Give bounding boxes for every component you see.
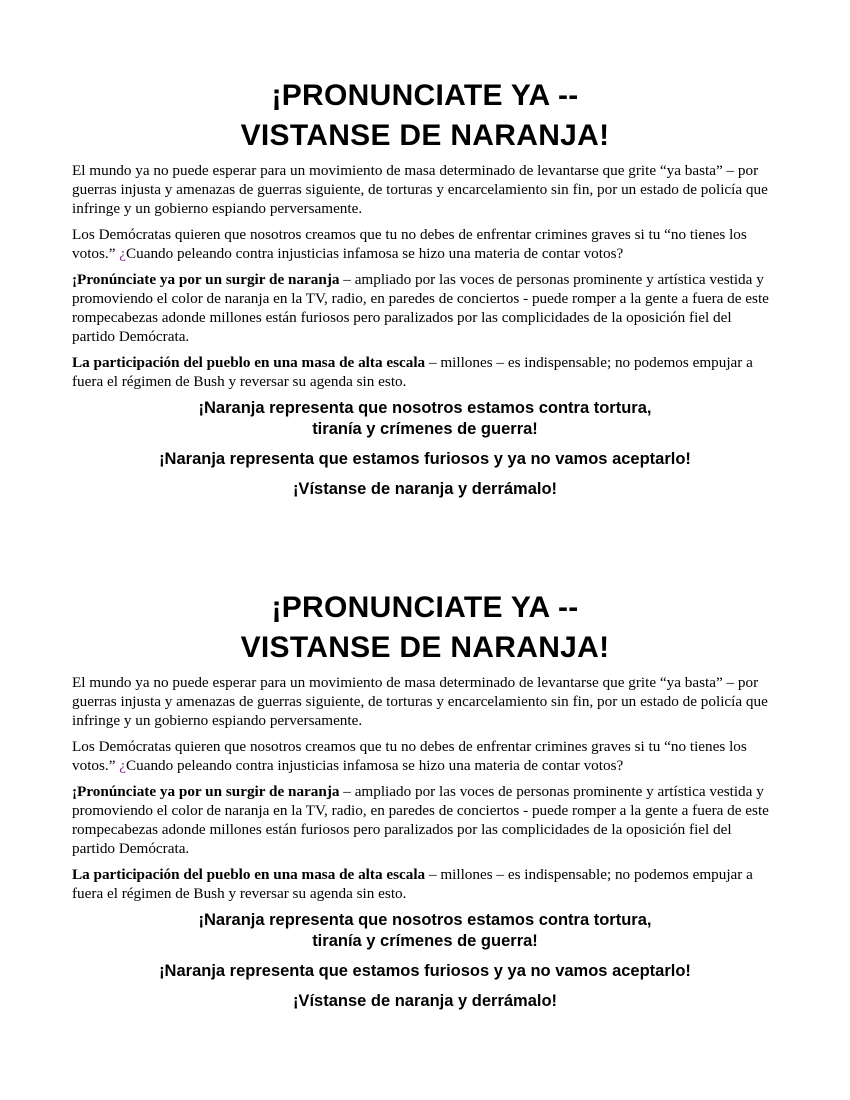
paragraph-2-rest: Cuando peleando contra injusticias infamosa se hizo una materia de contar votos? — [126, 757, 624, 774]
paragraph-3 — [72, 782, 778, 858]
title-line-2: VISTANSE DE NARANJA! — [240, 631, 610, 664]
paragraph-2-rest: Cuando peleando contra injusticias infamosa se hizo una materia de contar votos? — [126, 245, 624, 262]
slogan-2: ¡Naranja representa que estamos furiosos y ya no vamos aceptarlo! — [159, 962, 691, 980]
slogan-3: ¡Vístanse de naranja y derrámalo! — [292, 480, 558, 498]
slogan-1-line-1: ¡Naranja representa que nosotros estamos contra tortura, — [198, 911, 652, 929]
flyer-title — [72, 588, 778, 668]
paragraph-4-bold: La participación del pueblo en una masa de alta escala — [72, 354, 426, 371]
paragraph-3-bold: ¡Pronúnciate ya por un surgir de naranja — [72, 783, 340, 800]
flyer-bottom — [72, 588, 778, 1021]
paragraph-4 — [72, 353, 778, 391]
slogans — [72, 398, 778, 500]
paragraph-1: El mundo ya no puede esperar para un movimiento de masa determinado de levantarse que grite “ya basta” – por guerras injusta y amenazas de guerras siguiente, de torturas y encarcelamiento sin fin, por un estado de policía que infringe y un gobierno espiando perversamente. — [72, 162, 768, 217]
slogans — [72, 910, 778, 1012]
paragraph-1: El mundo ya no puede esperar para un movimiento de masa determinado de levantarse que grite “ya basta” – por guerras injusta y amenazas de guerras siguiente, de torturas y encarcelamiento sin fin, por un estado de policía que infringe y un gobierno espiando perversamente. — [72, 674, 768, 729]
paragraph-2-text: Los Demócratas quieren que nosotros creamos que tu no debes de enfrentar crimines graves si tu “no tienes los votos.” — [72, 226, 747, 262]
title-line-1: ¡PRONUNCIATE YA -- — [271, 591, 579, 624]
inverted-question-mark: ¿ — [119, 245, 126, 262]
slogan-1 — [72, 910, 778, 952]
paragraph-3-rest: – ampliado por las voces de personas prominente y artística vestida y promoviendo el color de naranja en la TV, radio, en paredes de conciertos - puede romper a la gente a fuera de este rompecabezas adonde millones están furiosos pero paralizados por las complicidades de la oposición fiel del partido Demócrata. — [72, 271, 769, 345]
slogan-1-line-2: tiranía y crímenes de guerra! — [312, 420, 538, 438]
slogan-1 — [72, 398, 778, 440]
paragraph-3-rest: – ampliado por las voces de personas prominente y artística vestida y promoviendo el color de naranja en la TV, radio, en paredes de conciertos - puede romper a la gente a fuera de este rompecabezas adonde millones están furiosos pero paralizados por las complicidades de la oposición fiel del partido Demócrata. — [72, 783, 769, 857]
paragraph-3 — [72, 270, 778, 346]
slogan-1-line-1: ¡Naranja representa que nosotros estamos contra tortura, — [198, 399, 652, 417]
slogan-3: ¡Vístanse de naranja y derrámalo! — [292, 992, 558, 1010]
inverted-question-mark: ¿ — [119, 757, 126, 774]
paragraph-2 — [72, 737, 778, 775]
slogan-2: ¡Naranja representa que estamos furiosos y ya no vamos aceptarlo! — [159, 450, 691, 468]
paragraph-4 — [72, 865, 778, 903]
paragraph-4-bold: La participación del pueblo en una masa de alta escala — [72, 866, 426, 883]
paragraph-4-rest: – millones – es indispensable; no podemos empujar a fuera el régimen de Bush y reversar su agenda sin esto. — [72, 354, 753, 390]
paragraph-3-bold: ¡Pronúnciate ya por un surgir de naranja — [72, 271, 340, 288]
title-line-1: ¡PRONUNCIATE YA -- — [271, 79, 579, 112]
title-line-2: VISTANSE DE NARANJA! — [240, 119, 610, 152]
paragraph-2-text: Los Demócratas quieren que nosotros creamos que tu no debes de enfrentar crimines graves si tu “no tienes los votos.” — [72, 738, 747, 774]
flyer-top — [72, 76, 778, 509]
paragraph-4-rest: – millones – es indispensable; no podemos empujar a fuera el régimen de Bush y reversar su agenda sin esto. — [72, 866, 753, 902]
paragraph-2 — [72, 225, 778, 263]
slogan-1-line-2: tiranía y crímenes de guerra! — [312, 932, 538, 950]
flyer-title — [72, 76, 778, 156]
